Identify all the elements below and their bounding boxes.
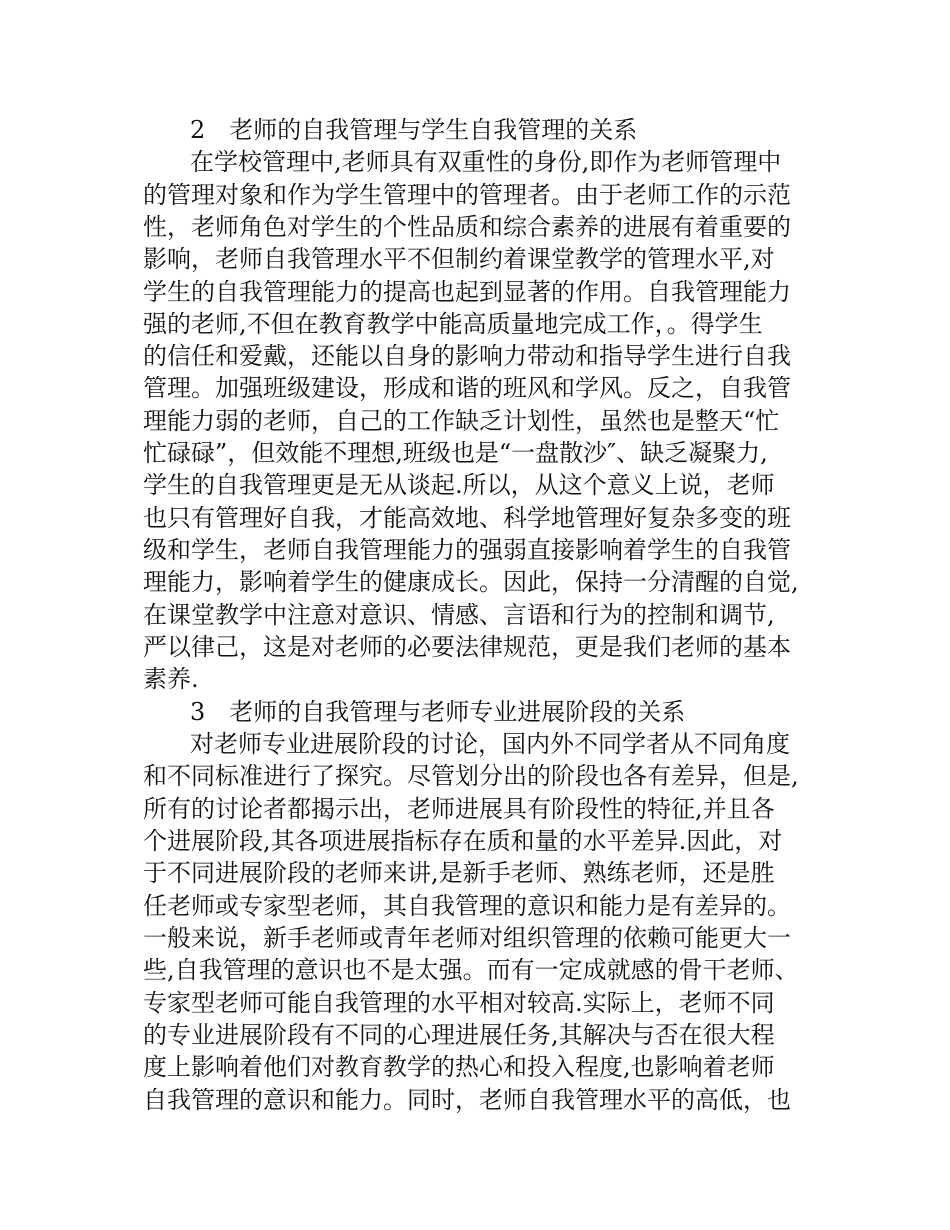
paragraph-line: 也只有管理好自我，才能高效地、科学地管理好复杂多变的班 — [143, 504, 791, 532]
paragraph-line: 素养. — [143, 665, 199, 693]
paragraph-line: 和不同标准进行了探究。尽管划分出的阶段也各有差异，但是, — [143, 762, 799, 790]
paragraph-line: 专家型老师可能自我管理的水平相对较高.实际上，老师不同 — [143, 989, 775, 1017]
paragraph-line: 些,自我管理的意识也不是太强。而有一定成就感的骨干老师、 — [143, 956, 799, 984]
paragraph-line: 性，老师角色对学生的个性品质和综合素养的进展有着重要的 — [143, 213, 791, 241]
paragraph-line: 一般来说，新手老师或青年老师对组织管理的依赖可能更大一 — [143, 924, 791, 952]
paragraph-line: 强的老师,不但在教育教学中能高质量地完成工作，。得学生 — [143, 310, 763, 338]
paragraph-line: 在学校管理中,老师具有双重性的身份,即作为老师管理中 — [190, 148, 782, 176]
paragraph-line: 理能力弱的老师，自己的工作缺乏计划性，虽然也是整天“忙 — [143, 407, 780, 435]
paragraph-line: 在课堂教学中注意对意识、情感、言语和行为的控制和调节, — [143, 601, 775, 629]
paragraph-line: 严以律己，这是对老师的必要法律规范，更是我们老师的基本 — [143, 633, 791, 661]
paragraph-line: 学生的自我管理能力的提高也起到显著的作用。自我管理能力 — [143, 278, 791, 306]
paragraph-line: 的信任和爱戴，还能以自身的影响力带动和指导学生进行自我 — [143, 342, 791, 370]
section-heading-2: 2 老师的自我管理与学生自我管理的关系 — [190, 116, 638, 144]
paragraph-line: 任老师或专家型老师，其自我管理的意识和能力是有差异的。 — [143, 892, 791, 920]
section-heading-3: 3 老师的自我管理与老师专业进展阶段的关系 — [190, 698, 686, 726]
paragraph-line: 所有的讨论者都揭示出，老师进展具有阶段性的特征,并且各 — [143, 795, 775, 823]
paragraph-line: 的管理对象和作为学生管理中的管理者。由于老师工作的示范 — [143, 181, 791, 209]
paragraph-line: 对老师专业进展阶段的讨论，国内外不同学者从不同角度 — [190, 730, 790, 758]
paragraph-line: 级和学生，老师自我管理能力的强弱直接影响着学生的自我管 — [143, 536, 791, 564]
paragraph-line: 忙碌碌”，但效能不理想,班级也是“一盘散沙″、缺乏凝聚力, — [143, 439, 768, 467]
paragraph-line: 管理。加强班级建设，形成和谐的班风和学风。反之，自我管 — [143, 374, 791, 402]
paragraph-line: 于不同进展阶段的老师来讲,是新手老师、熟练老师，还是胜 — [143, 859, 775, 887]
paragraph-line: 个进展阶段,其各项进展指标存在质和量的水平差异.因此，对 — [143, 827, 783, 855]
paragraph-line: 自我管理的意识和能力。同时，老师自我管理水平的高低，也 — [143, 1086, 791, 1114]
paragraph-line: 理能力，影响着学生的健康成长。因此，保持一分清醒的自觉, — [143, 568, 799, 596]
paragraph-line: 学生的自我管理更是无从谈起.所以，从这个意义上说，老师 — [143, 471, 775, 499]
paragraph-line: 的专业进展阶段有不同的心理进展任务,其解决与否在很大程 — [143, 1021, 775, 1049]
paragraph-line: 影响，老师自我管理水平不但制约着课堂教学的管理水平,对 — [143, 245, 775, 273]
paragraph-line: 度上影响着他们对教育教学的热心和投入程度,也影响着老师 — [143, 1053, 775, 1081]
